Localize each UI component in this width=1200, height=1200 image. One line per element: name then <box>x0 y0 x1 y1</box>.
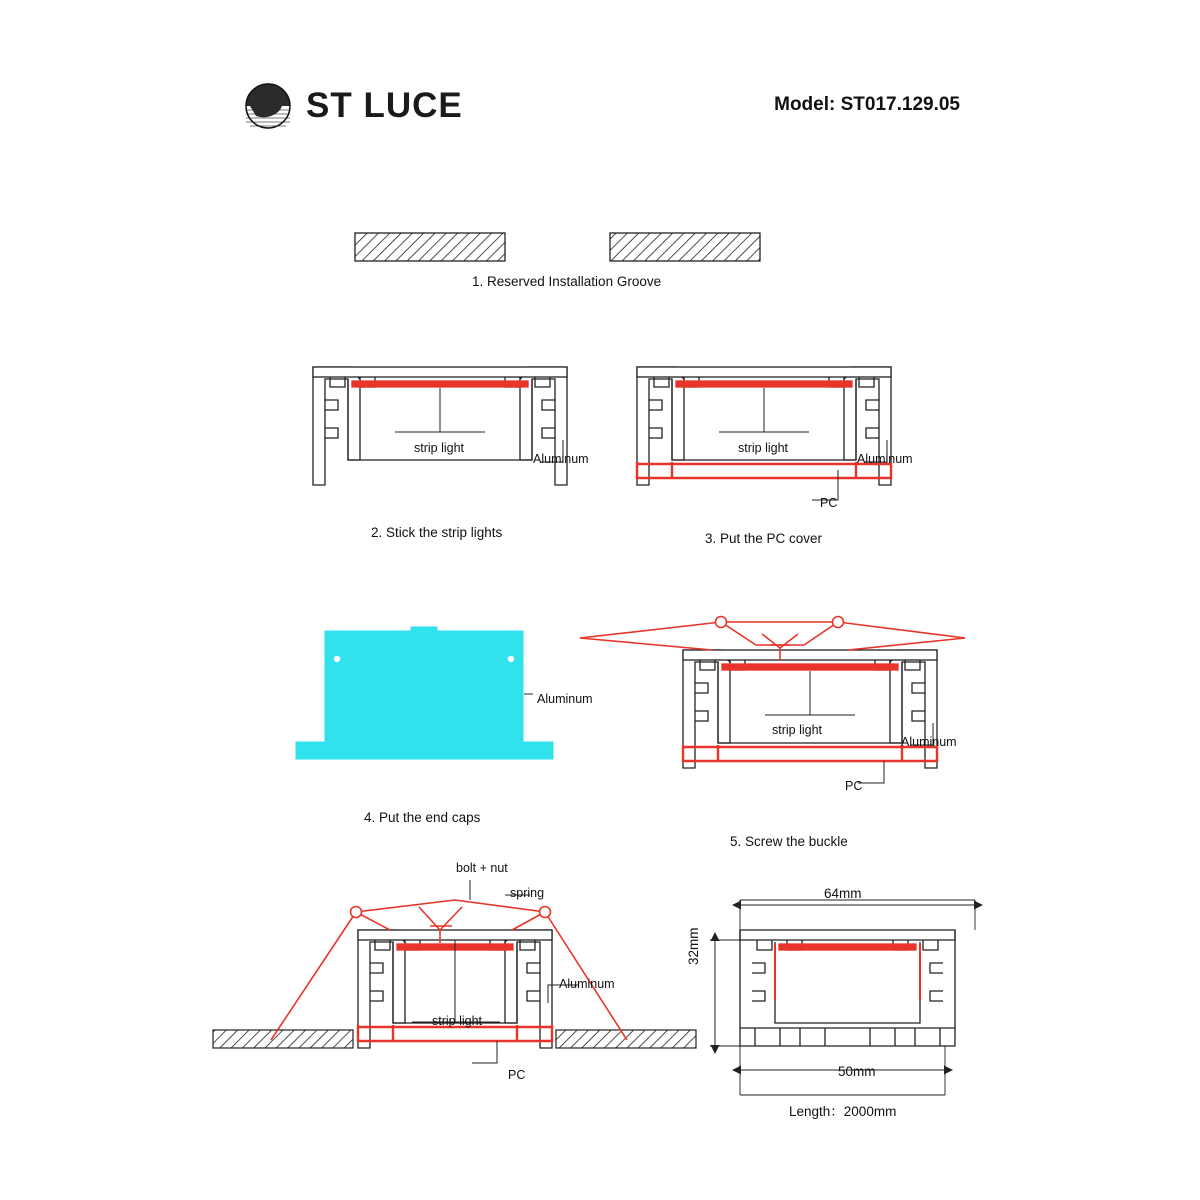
step5-aluminum-label: Aluminum <box>901 735 957 749</box>
step4-aluminum-label: Aluminum <box>537 692 593 706</box>
step1-groove-drawing <box>355 233 760 261</box>
spring-label: spring <box>510 886 545 900</box>
step2-profile-drawing <box>313 367 567 485</box>
step6-installed-drawing <box>213 880 696 1063</box>
step3-pc-label: PC <box>820 496 838 510</box>
dimension-height: 32mm <box>686 927 701 965</box>
brand-name: ST LUCE <box>306 86 463 125</box>
step5-pc-label: PC <box>845 779 863 793</box>
bolt-nut-label: bolt + nut <box>456 861 508 875</box>
dimension-top-width: 64mm <box>824 886 862 901</box>
step6-strip-light-label: strip light <box>432 1014 483 1028</box>
step6-aluminum-label: Aluminum <box>559 977 615 991</box>
step5-caption: 5. Screw the buckle <box>730 834 848 849</box>
dimension-bottom-width: 50mm <box>838 1064 876 1079</box>
step3-aluminum-label: Aluminum <box>857 452 913 466</box>
step3-caption: 3. Put the PC cover <box>705 531 823 546</box>
step6-pc-label: PC <box>508 1068 526 1082</box>
step3-profile-pc-drawing <box>637 367 891 500</box>
step2-strip-light-label: strip light <box>414 441 465 455</box>
step1-caption: 1. Reserved Installation Groove <box>472 274 662 289</box>
step5-buckle-drawing <box>580 617 965 784</box>
step4-caption: 4. Put the end caps <box>364 810 481 825</box>
dimension-length: Length：2000mm <box>789 1104 897 1119</box>
step3-strip-light-label: strip light <box>738 441 789 455</box>
step2-caption: 2. Stick the strip lights <box>371 525 503 540</box>
step5-strip-light-label: strip light <box>772 723 823 737</box>
model-number: Model: ST017.129.05 <box>774 94 960 115</box>
step2-aluminum-label: Aluminum <box>533 452 589 466</box>
step4-endcap-drawing <box>296 627 553 759</box>
